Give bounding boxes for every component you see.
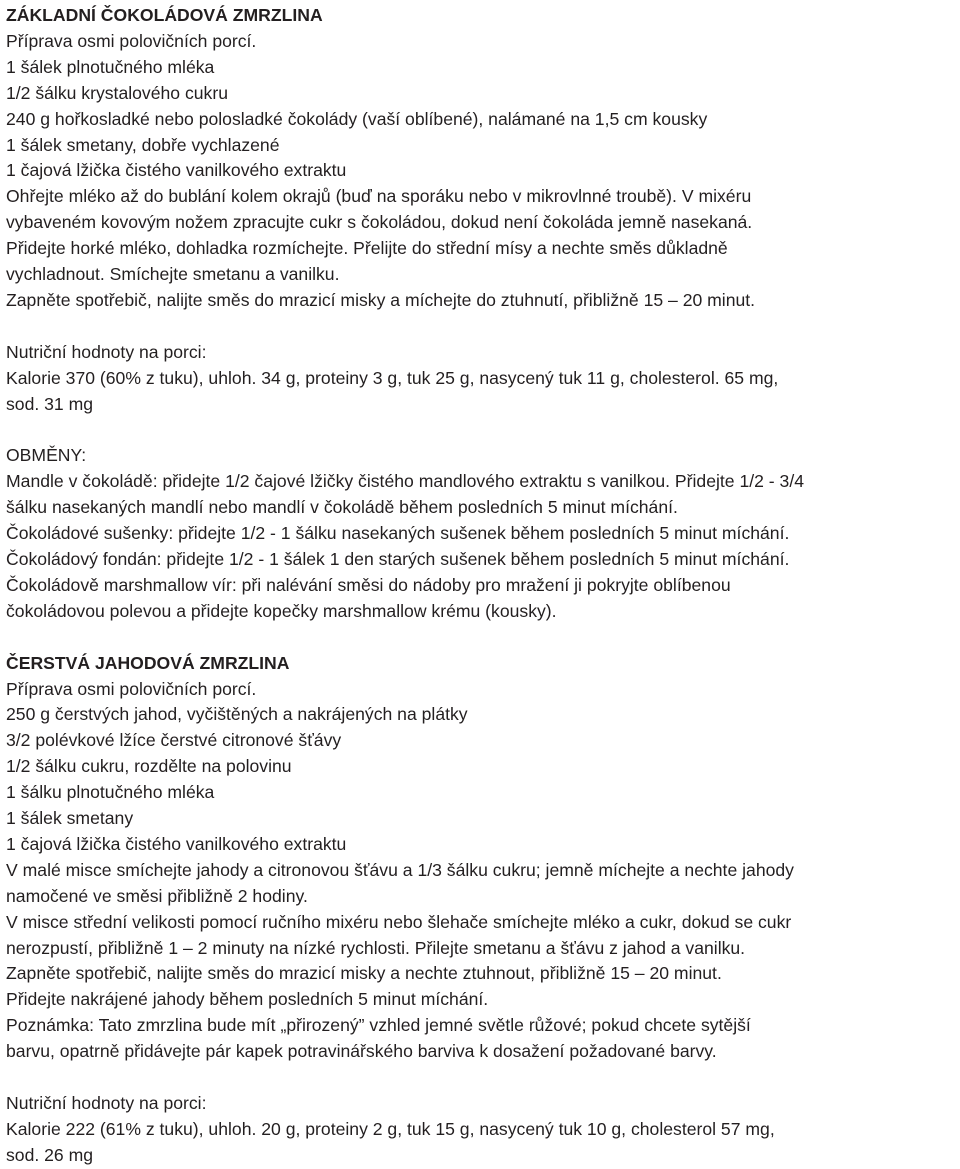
variation-line: Mandle v čokoládě: přidejte 1/2 čajové lžičky čistého mandlového extraktu s vanilkou. Přidejte 1/2 - 3/4	[6, 471, 805, 492]
spacer	[6, 314, 954, 340]
ingredient-line: 1 čajová lžička čistého vanilkového extraktu	[6, 833, 347, 854]
variation-line: čokoládovou polevou a přidejte kopečky marshmallow krému (kousky).	[6, 600, 557, 621]
nutrition-heading: Nutriční hodnoty na porci:	[6, 1093, 207, 1113]
ingredient-line: 1 šálek smetany, dobře vychlazené	[6, 134, 280, 155]
instruction-line: nerozpustí, přibližně 1 – 2 minuty na nízké rychlosti. Přilejte smetanu a šťávu z jahod a vanilku.	[6, 937, 746, 958]
instruction-line: Ohřejte mléko až do bublání kolem okrajů (buď na sporáku nebo v mikrovlnné troubě). V mixéru	[6, 186, 752, 207]
ingredient-line: 1/2 šálku cukru, rozdělte na polovinu	[6, 756, 292, 777]
instruction-line: barvu, opatrně přidávejte pár kapek potravinářského barviva k dosažení požadované barvy.	[6, 1041, 717, 1062]
instruction-line: Zapněte spotřebič, nalijte směs do mrazicí misky a míchejte do ztuhnutí, přibližně 15 – 20 minut.	[6, 289, 756, 310]
recipe-serves: Příprava osmi polovičních porcí.	[6, 678, 257, 699]
instruction-line: V misce střední velikosti pomocí ručního mixéru nebo šlehače smíchejte mléko a cukr, dokud se cukr	[6, 911, 792, 932]
nutrition-line: sod. 31 mg	[6, 393, 94, 414]
ingredient-list	[6, 55, 954, 185]
variation-line: Čokoládově marshmallow vír: při nalévání směsi do nádoby pro mražení ji pokryjte oblíbenou	[6, 574, 731, 595]
instructions	[6, 184, 954, 314]
instruction-line: Poznámka: Tato zmrzlina bude mít „přirozený” vzhled jemné světle růžové; pokud chcete sytější	[6, 1015, 751, 1036]
variation-line: Čokoládový fondán: přidejte 1/2 - 1 šálek 1 den starých sušenek během posledních 5 minut míchání.	[6, 549, 790, 569]
instruction-line: Zapněte spotřebič, nalijte směs do mrazicí misky a nechte ztuhnout, přibližně 15 – 20 minut.	[6, 963, 722, 984]
recipe-title: ČERSTVÁ JAHODOVÁ ZMRZLINA	[6, 652, 290, 673]
nutrition-block	[6, 340, 954, 418]
recipe-strawberry	[6, 651, 954, 1169]
instruction-line: Přidejte nakrájené jahody během posledních 5 minut míchání.	[6, 989, 489, 1010]
ingredient-line: 3/2 polévkové lžíce čerstvé citronové šťávy	[6, 730, 342, 751]
nutrition-line: Kalorie 370 (60% z tuku), uhloh. 34 g, proteiny 3 g, tuk 25 g, nasycený tuk 11 g, cholesterol. 65 mg,	[6, 367, 779, 388]
instruction-line: vychladnout. Smíchejte smetanu a vanilku.	[6, 264, 340, 285]
ingredient-line: 1 čajová lžička čistého vanilkového extraktu	[6, 160, 347, 181]
spacer	[6, 417, 954, 443]
ingredient-line: 250 g čerstvých jahod, vyčištěných a nakrájených na plátky	[6, 704, 468, 725]
ingredient-line: 240 g hořkosladké nebo polosladké čokolády (vaší oblíbené), nalámané na 1,5 cm kousky	[6, 108, 708, 129]
ingredient-line: 1 šálku plnotučného mléka	[6, 782, 215, 803]
spacer	[6, 1065, 954, 1091]
instruction-line: namočené ve směsi přibližně 2 hodiny.	[6, 885, 308, 906]
instructions	[6, 858, 954, 1065]
recipe-title: ZÁKLADNÍ ČOKOLÁDOVÁ ZMRZLINA	[6, 5, 323, 25]
variation-line: šálku nasekaných mandlí nebo mandlí v čokoládě během posledních 5 minut míchání.	[6, 497, 678, 518]
instruction-line: V malé misce smíchejte jahody a citronovou šťávu a 1/3 šálku cukru; jemně míchejte a nechte jahody	[6, 859, 794, 880]
ingredient-line: 1 šálek smetany	[6, 808, 134, 829]
nutrition-line: Kalorie 222 (61% z tuku), uhloh. 20 g, proteiny 2 g, tuk 15 g, nasycený tuk 10 g, cholesterol 57 mg,	[6, 1118, 775, 1139]
nutrition-heading: Nutriční hodnoty na porci:	[6, 341, 207, 362]
spacer	[6, 625, 954, 651]
instruction-line: Přidejte horké mléko, dohladka rozmíchejte. Přelijte do střední mísy a nechte směs důkladně	[6, 238, 728, 259]
variations-heading: OBMĚNY:	[6, 445, 87, 466]
instruction-line: vybaveném kovovým nožem zpracujte cukr s čokoládou, dokud není čokoláda jemně nasekaná.	[6, 212, 753, 233]
variations-block	[6, 443, 954, 624]
ingredient-line: 1 šálek plnotučného mléka	[6, 56, 215, 77]
nutrition-line: sod. 26 mg	[6, 1144, 94, 1165]
nutrition-block	[6, 1091, 954, 1169]
ingredient-line: 1/2 šálku krystalového cukru	[6, 82, 228, 103]
recipe-serves: Příprava osmi polovičních porcí.	[6, 30, 257, 51]
recipe-chocolate	[6, 3, 954, 625]
variation-line: Čokoládové sušenky: přidejte 1/2 - 1 šálku nasekaných sušenek během posledních 5 minut míchání.	[6, 523, 790, 544]
ingredient-list	[6, 702, 954, 857]
